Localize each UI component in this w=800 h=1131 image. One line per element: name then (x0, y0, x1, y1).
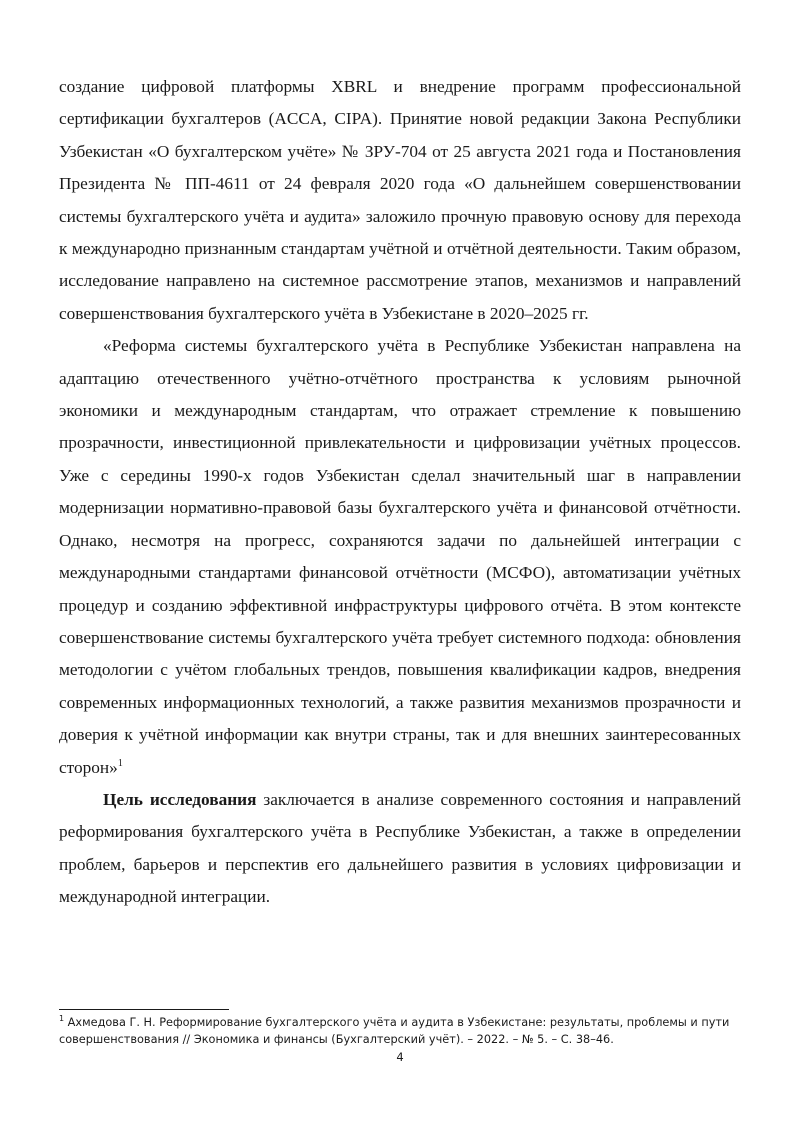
goal-text: заключается в анализе современного состояния и направлений реформирования бухгалтерского учёта в Республике Узбекистан, а также в определении проблем, барьеров и перспектив его дальнейшего развития в условиях цифровизации и международной интеграции. (59, 789, 741, 907)
body-paragraph-goal (59, 784, 741, 914)
footnote-reference[interactable]: 1 (117, 757, 123, 769)
body-paragraph-1 (59, 71, 741, 330)
footnote-text: Ахмедова Г. Н. Реформирование бухгалтерского учёта и аудита в Узбекистане: результаты, проблемы и пути совершенствования // Экономика и финансы (Бухгалтерский учёт). – 2022. – № 5. – С. 38–46. (59, 1016, 730, 1046)
footnote-separator (59, 1009, 229, 1010)
body-paragraph-quote (59, 330, 741, 784)
paragraph-1-text: создание цифровой платформы XBRL и внедрение программ профессиональной сертификации бухгалтеров (ACCA, CIPA). Принятие новой редакции Закона Республики Узбекистан «О бухгалтерском учёте» № ЗРУ-704 от 25 августа 2021 года и Постановления Президента № ПП-4611 от 24 февраля 2020 года «О дальнейшем совершенствовании системы бухгалтерского учёта и аудита» заложило прочную правовую основу для перехода к международно признанным стандартам учётной и отчётной деятельности. Таким образом, исследование направлено на системное рассмотрение этапов, механизмов и направлений совершенствования бухгалтерского учёта в Узбекистане в 2020–2025 гг. (59, 77, 741, 323)
quote-text: «Реформа системы бухгалтерского учёта в Республике Узбекистан направлена на адаптацию отечественного учётно-отчётного пространства к условиям рыночной экономики и международным стандартам, что отражает стремление к повышению прозрачности, инвестиционной привлекательности и цифровизации учётных процессов. Уже с середины 1990-х годов Узбекистан сделал значительный шаг в направлении модернизации нормативно-правовой базы бухгалтерского учёта и финансовой отчётности. Однако, несмотря на прогресс, сохраняются задачи по дальнейшей интеграции с международными стандартами финансовой отчётности (МСФО), автоматизации учётных процедур и созданию эффективной инфраструктуры цифрового отчёта. В этом контексте совершенствование системы бухгалтерского учёта требует системного подхода: обновления методологии с учётом глобальных трендов, повышения квалификации кадров, внедрения современных информационных технологий, а также развития механизмов прозрачности и доверия к учётной информации как внутри страны, так и для внешних заинтересованных сторон» (59, 336, 741, 777)
goal-heading: Цель исследования (103, 789, 257, 809)
page-number: 4 (396, 1050, 404, 1064)
footnote-number: 1 (59, 1014, 65, 1024)
footnote (59, 1014, 749, 1048)
